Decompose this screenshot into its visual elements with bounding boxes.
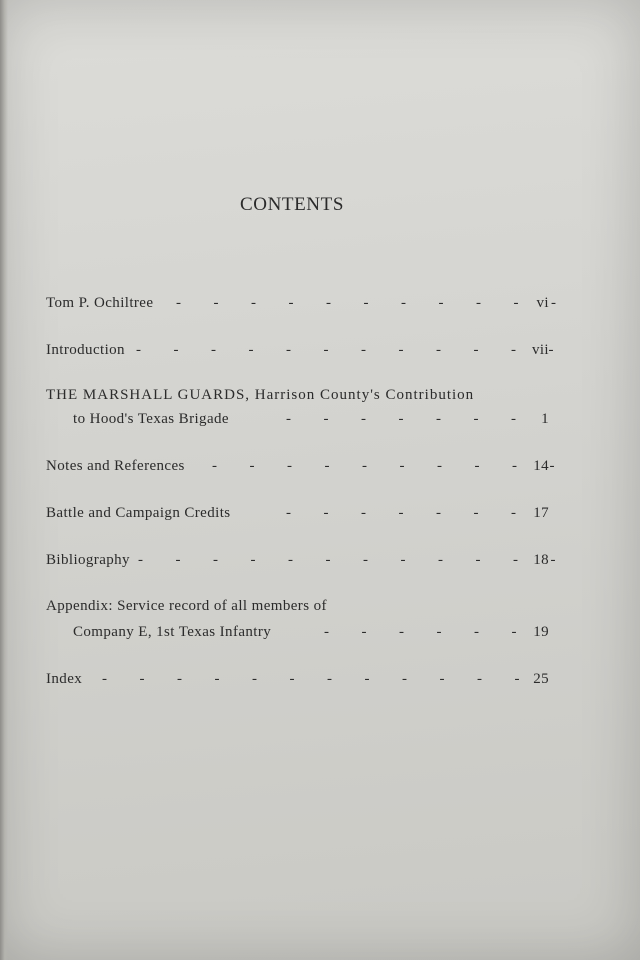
dot-leader: - - - - - - - - - - - [176,295,556,311]
dot-leader: - - - - - - [324,624,517,640]
dot-leader: - - - - - - - [286,505,516,521]
dot-leader: - - - - - - - - - - - - [138,552,556,568]
toc-page-number: 18 [533,552,549,568]
toc-page-number: 19 [533,624,549,640]
toc-entry-marshall-guards [46,384,549,430]
toc-entry-index [46,668,549,690]
toc-entry-battle-credits [46,502,549,524]
toc-entry-appendix [46,595,549,643]
toc-entry-title: THE MARSHALL GUARDS, Harrison County's Contribution [46,387,475,403]
toc-entry-title: Notes and References [46,458,185,474]
dot-leader: - - - - - - - [286,411,516,427]
toc-entry-subtitle: Company E, 1st Texas Infantry [73,624,272,640]
toc-entry-title: Bibliography [46,552,130,568]
toc-page-number: 14 [533,458,549,474]
dot-leader: - - - - - - - - - - [212,458,555,474]
toc-entry-notes [46,455,555,477]
toc-page-number: 1 [541,411,549,427]
toc-entry-title: Appendix: Service record of all members of [46,598,327,614]
toc-entry-subtitle: to Hood's Texas Brigade [73,411,229,427]
toc-page-number: vii [531,342,549,358]
toc-page-number: 17 [533,505,549,521]
toc-page-number: 25 [533,671,549,687]
toc-entry-title: Introduction [46,342,125,358]
toc-entry-bibliography [46,549,556,571]
toc-entry-title: Index [46,671,83,687]
page-spine-shadow [0,0,8,960]
toc-entry-ochiltree [46,292,556,314]
contents-heading: CONTENTS [239,194,345,215]
toc-entry-title: Battle and Campaign Credits [46,505,231,521]
dot-leader: - - - - - - - - - - - - [102,671,520,687]
toc-entry-title: Tom P. Ochiltree [46,295,154,311]
dot-leader: - - - - - - - - - - - - [136,342,554,358]
toc-page-number: vi [536,295,549,311]
toc-entry-introduction [46,339,554,361]
